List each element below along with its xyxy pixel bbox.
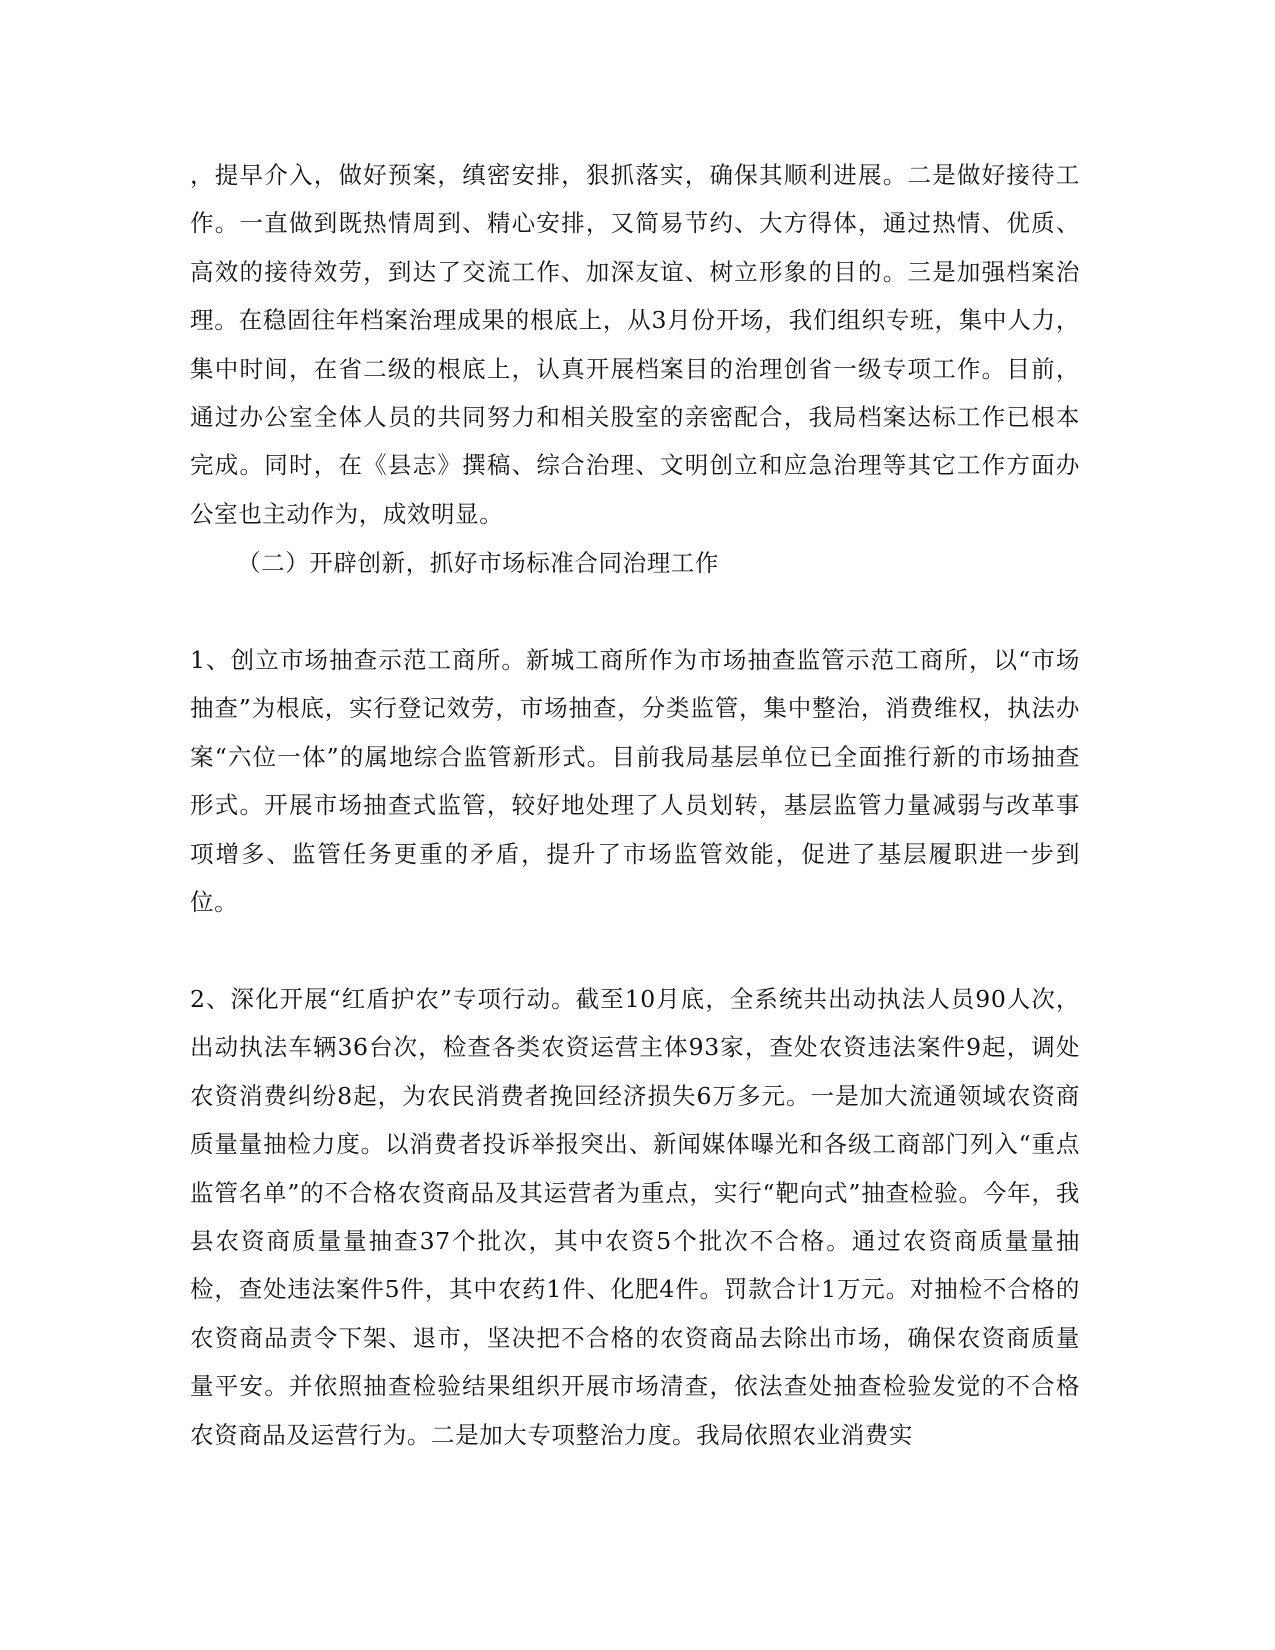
paragraph-archive-management: ，提早介入，做好预案，缜密安排，狠抓落实，确保其顺利进展。二是做好接待工作。一直做到既热情周到、精心安排，又简易节约、大方得体，通过热情、优质、高效的接待效劳，到达了交流工作、加深友谊、树立形象的目的。三是加强档案治理。在稳固往年档案治理成果的根底上，从3月份开场，我们组织专班，集中人力，集中时间，在省二级的根底上，认真开展档案目的治理创省一级专项工作。目前，通过办公室全体人员的共同努力和相关股室的亲密配合，我局档案达标工作已根本完成。同时，在《县志》撰稿、综合治理、文明创立和应急治理等其它工作方面办公室也主动作为，成效明显。 (190, 161, 1080, 528)
paragraph-red-shield-campaign: 2、深化开展“红盾护农”专项行动。截至10月底，全系统共出动执法人员90人次，出动执法车辆36台次，检查各类农资运营主体93家，查处农资违法案件9起，调处农资消费纠纷8起，为农民消费者挽回经济损失6万多元。一是加大流通领域农资商质量量抽检力度。以消费者投诉举报突出、新闻媒体曝光和各级工商部门列入“重点监管名单”的不合格农资商品及其运营者为重点，实行“靶向式”抽查检验。今年，我县农资商质量量抽查37个批次，其中农资5个批次不合格。通过农资商质量量抽检，查处违法案件5件，其中农药1件、化肥4件。罚款合计1万元。对抽检不合格的农资商品责令下架、退市，坚决把不合格的农资商品去除出市场，确保农资商质量量平安。并依照抽查检验结果组织开展市场清查，依法查处抽查检验发觉的不合格农资商品及运营行为。二是加大专项整治力度。我局依照农业消费实 (190, 985, 1080, 1449)
section-heading-contract-management: （二）开辟创新，抓好市场标准合同治理工作 (237, 549, 719, 577)
paragraph-market-inspection: 1、创立市场抽查示范工商所。新城工商所作为市场抽查监管示范工商所，以“市场抽查”为根底，实行登记效劳，市场抽查，分类监管，集中整治，消费维权，执法办案“六位一体”的属地综合监管新形式。目前我局基层单位已全面推行新的市场抽查形式。开展市场抽查式监管，较好地处理了人员划转，基层监管力量减弱与改革事项增多、监管任务更重的矛盾，提升了市场监管效能，促进了基层履职进一步到位。 (190, 646, 1080, 917)
